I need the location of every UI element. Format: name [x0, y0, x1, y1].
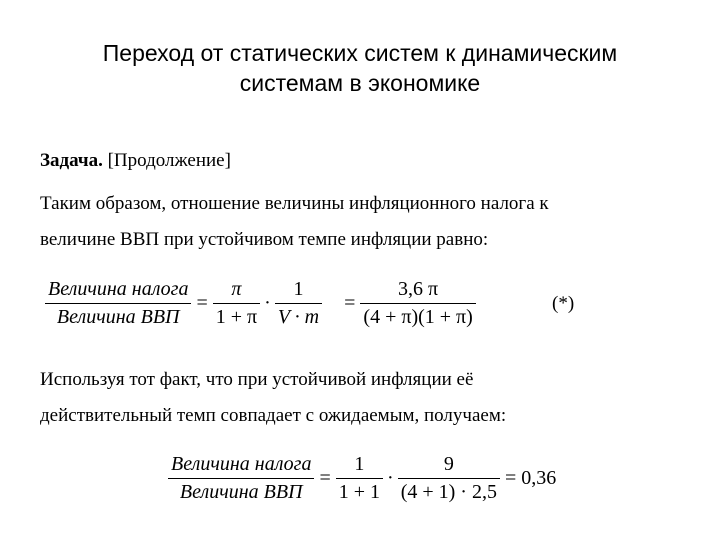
fraction-result-numerator: 3,6 π [360, 278, 475, 304]
fraction-lhs-denominator: Величина ВВП [56, 306, 180, 328]
fraction-lhs-numerator: Величина налога [45, 278, 191, 304]
fraction-nine-numerator: 9 [398, 453, 500, 479]
slide-title-line2: системам в экономике [239, 70, 481, 96]
fraction-velocity [275, 278, 322, 329]
fraction-one-half-numerator: 1 [336, 453, 383, 479]
equals-sign: = [196, 292, 208, 314]
paragraph-2 [40, 362, 506, 434]
fraction-nine [398, 453, 500, 504]
formula-inflation-tax-ratio [45, 278, 476, 329]
slide-title-line1: Переход от статических систем к динамическим [102, 40, 618, 66]
fraction-pi [213, 278, 260, 329]
multiply-dot: · [264, 292, 271, 314]
paragraph-1-line1: Таким образом, отношение величины инфляционного налога к [40, 193, 549, 214]
fraction-nine-denominator: (4 + 1) · 2,5 [400, 481, 497, 503]
multiply-dot: · [387, 467, 394, 489]
fraction-lhs [45, 278, 191, 329]
fraction-pi-numerator: π [213, 278, 260, 304]
paragraph-2-line1: Используя тот факт, что при устойчивой инфляции её [40, 369, 474, 390]
task-continuation: [Продолжение] [102, 150, 231, 171]
paragraph-2-line2: действительный темп совпадает с ожидаемым, получаем: [40, 405, 507, 426]
fraction-velocity-denominator: V · m [277, 306, 320, 328]
equals-sign: = [344, 292, 356, 314]
fraction-lhs-numerator: Величина налога [168, 453, 314, 479]
fraction-result [360, 278, 475, 329]
fraction-one-half-denominator: 1 + 1 [338, 481, 381, 503]
task-label: Задача. [40, 150, 103, 171]
result-value: 0,36 [521, 467, 557, 489]
slide-title [0, 38, 720, 98]
fraction-velocity-numerator: 1 [275, 278, 322, 304]
fraction-result-denominator: (4 + π)(1 + π) [363, 306, 473, 328]
paragraph-1-line2: величине ВВП при устойчивом темпе инфляции равно: [40, 229, 489, 250]
equation-tag: (*) [552, 293, 575, 314]
fraction-lhs-denominator: Величина ВВП [179, 481, 303, 503]
fraction-lhs [168, 453, 314, 504]
equals-sign: = [504, 467, 517, 489]
formula-numeric-result [168, 453, 556, 504]
equals-sign: = [319, 467, 331, 489]
fraction-pi-denominator: 1 + π [215, 306, 258, 328]
paragraph-1 [40, 186, 549, 258]
task-heading [40, 150, 231, 172]
fraction-one-half [336, 453, 383, 504]
